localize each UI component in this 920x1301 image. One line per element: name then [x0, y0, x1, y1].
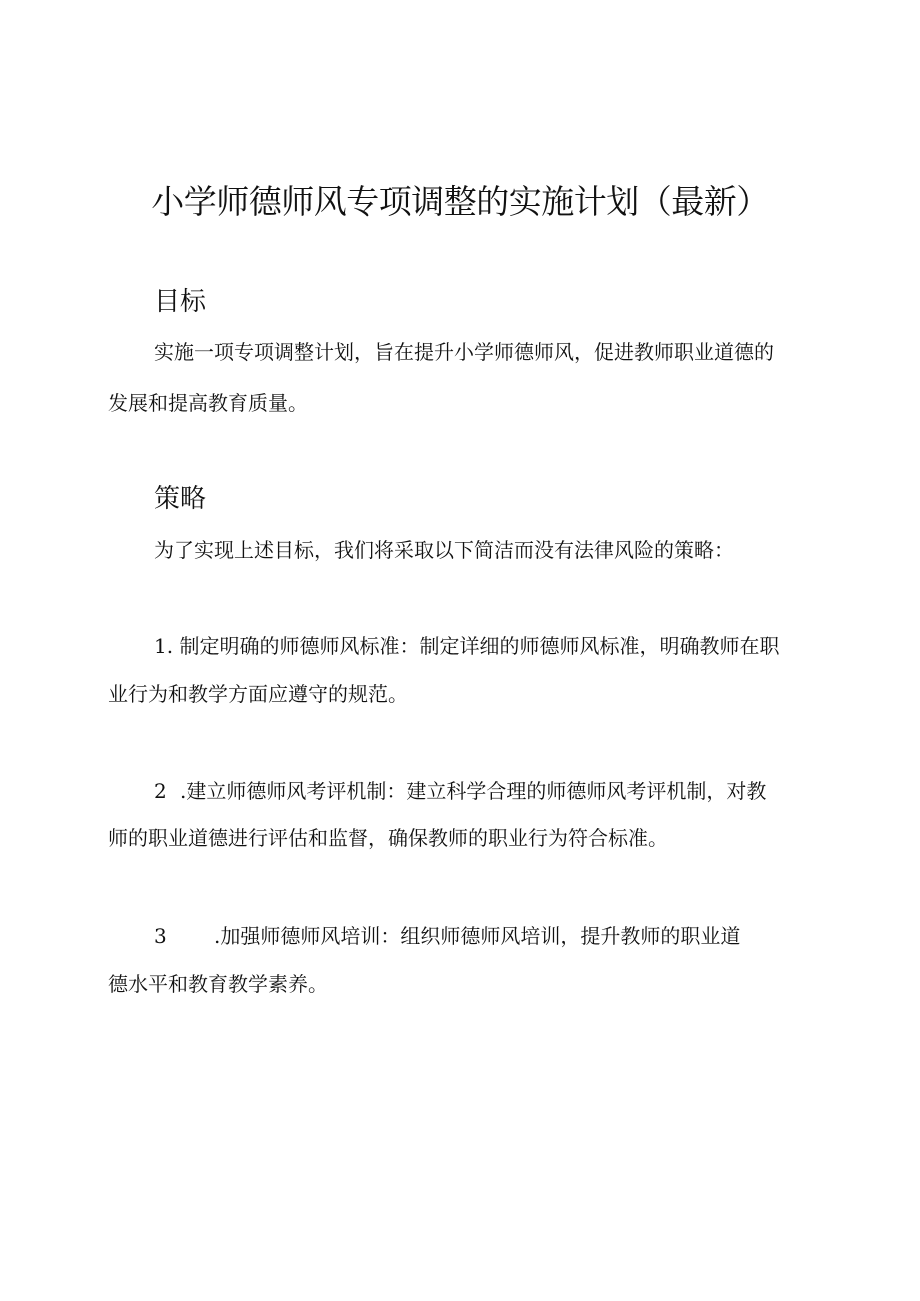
- section-heading-goal: 目标: [154, 287, 207, 317]
- strategy-item-2-line-2: 师的职业道德进行评估和监督，确保教师的职业行为符合标准。: [108, 826, 668, 850]
- strategy-item-1-line-1: [154, 632, 779, 660]
- strategy-item-3-line-1: [154, 922, 740, 950]
- strategy-item-1-text: 制定明确的师德师风标准：制定详细的师德师风标准，明确教师在职: [179, 634, 780, 658]
- strategy-item-3-text: .加强师德师风培训：组织师德师风培训，提升教师的职业道: [214, 924, 741, 948]
- goal-paragraph-line-2: 发展和提高教育质量。: [108, 391, 308, 415]
- strategy-item-2-line-1: [154, 777, 766, 805]
- document-title: 小学师德师风专项调整的实施计划（最新）: [151, 182, 769, 221]
- strategy-item-3-line-2: 德水平和教育教学素养。: [108, 972, 328, 996]
- goal-paragraph-line-1: 实施一项专项调整计划，旨在提升小学师德师风，促进教师职业道德的: [154, 340, 774, 364]
- strategy-item-1-number: 1.: [154, 634, 174, 658]
- strategy-item-2-number: 2: [154, 779, 167, 803]
- strategy-item-1-line-2: 业行为和教学方面应遵守的规范。: [108, 682, 408, 706]
- strategy-intro: 为了实现上述目标，我们将采取以下简洁而没有法律风险的策略：: [154, 538, 734, 562]
- strategy-item-3-number: 3: [154, 924, 167, 948]
- section-heading-strategy: 策略: [154, 484, 207, 514]
- strategy-item-2-text: .建立师德师风考评机制：建立科学合理的师德师风考评机制，对教: [180, 779, 767, 803]
